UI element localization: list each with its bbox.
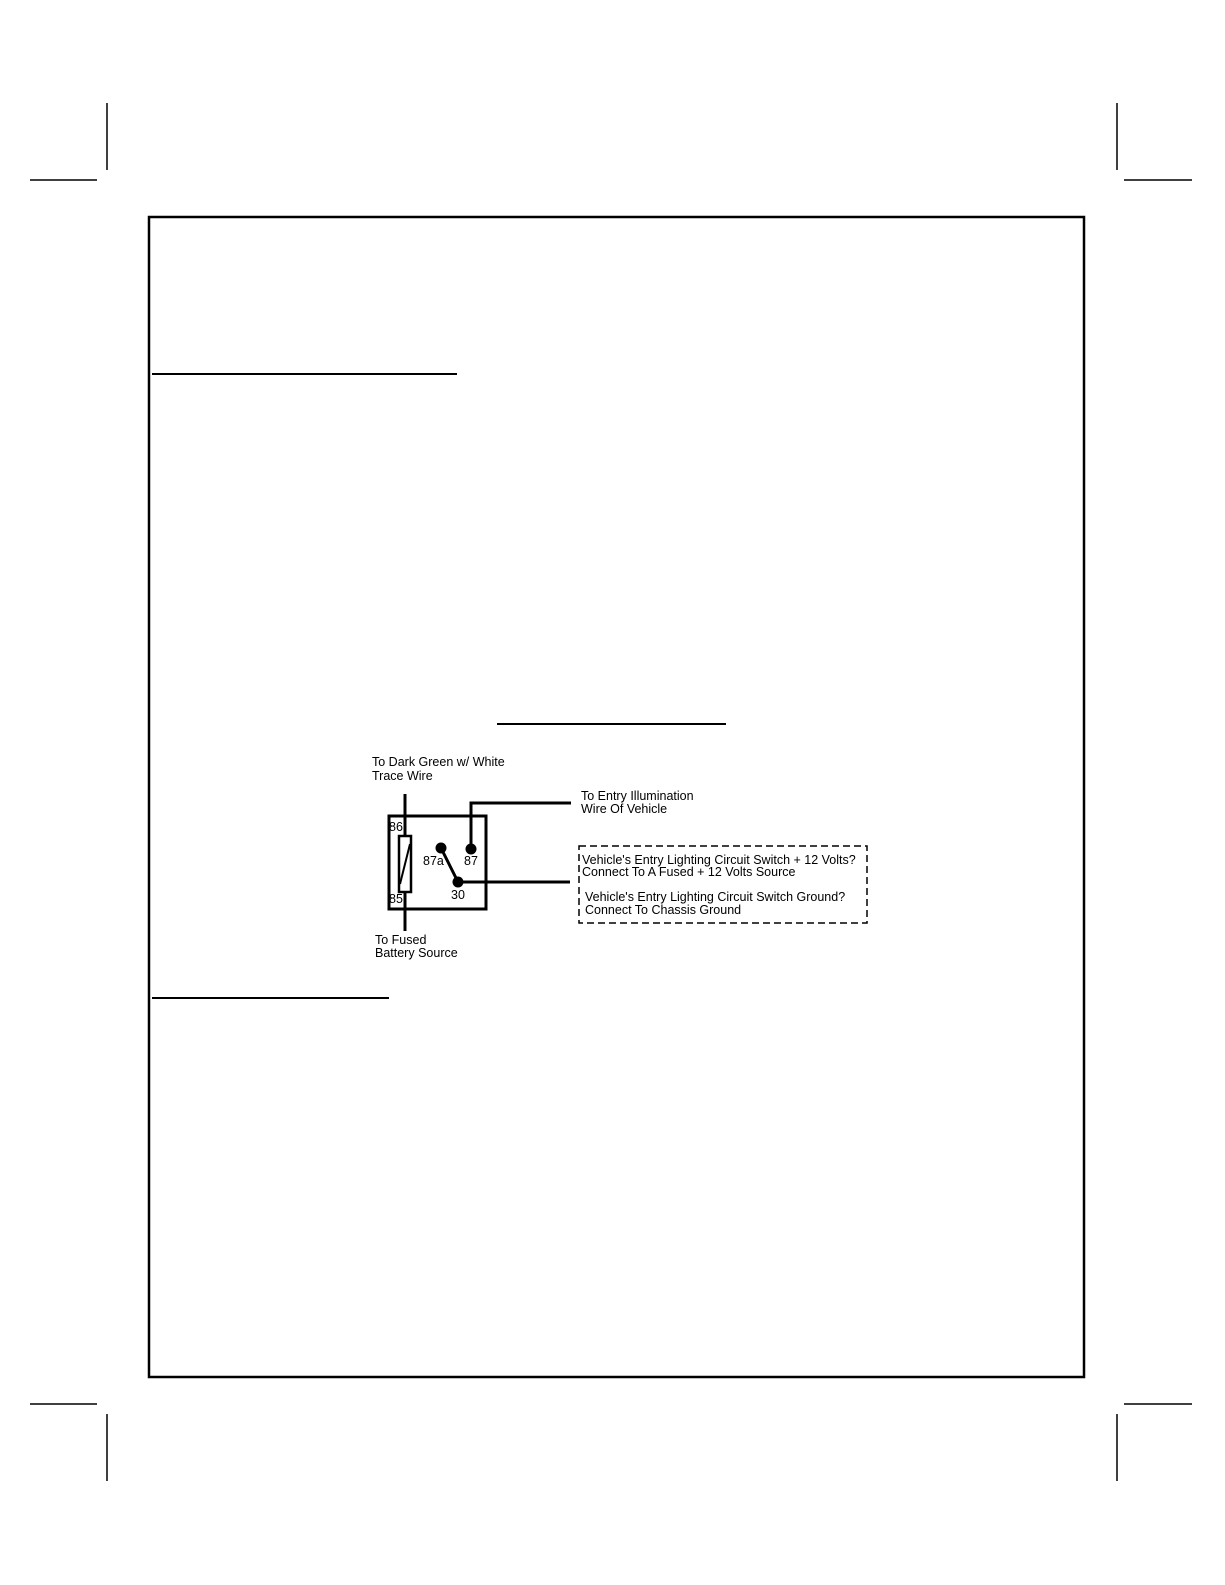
terminal-86-label: 86 <box>389 820 403 834</box>
terminal-30-label: 30 <box>451 888 465 902</box>
callout-ground-question: Vehicle's Entry Lighting Circuit Switch Ground? <box>585 890 846 904</box>
terminal-87a-label: 87a <box>423 854 444 868</box>
relay-wiring-diagram <box>372 755 867 960</box>
terminal-87-label: 87 <box>464 854 478 868</box>
terminal-85-label: 85 <box>389 892 403 906</box>
terminal-87-dot <box>466 844 477 855</box>
label-dark-green-line2: Trace Wire <box>372 769 433 783</box>
label-dark-green-line1: To Dark Green w/ White <box>372 755 505 769</box>
callout-ground-answer: Connect To Chassis Ground <box>585 903 742 917</box>
label-fused-battery-line2: Battery Source <box>375 946 458 960</box>
label-fused-battery-line1: To Fused <box>375 933 427 947</box>
terminal-87a-dot <box>436 843 447 854</box>
callout-plus12-question: Vehicle's Entry Lighting Circuit Switch + 12 Volts? <box>582 853 856 867</box>
label-entry-illumination-line1: To Entry Illumination <box>581 789 694 803</box>
callout-plus12-answer: Connect To A Fused + 12 Volts Source <box>582 865 796 879</box>
terminal-30-dot <box>453 877 464 888</box>
label-entry-illumination-line2: Wire Of Vehicle <box>581 802 668 816</box>
